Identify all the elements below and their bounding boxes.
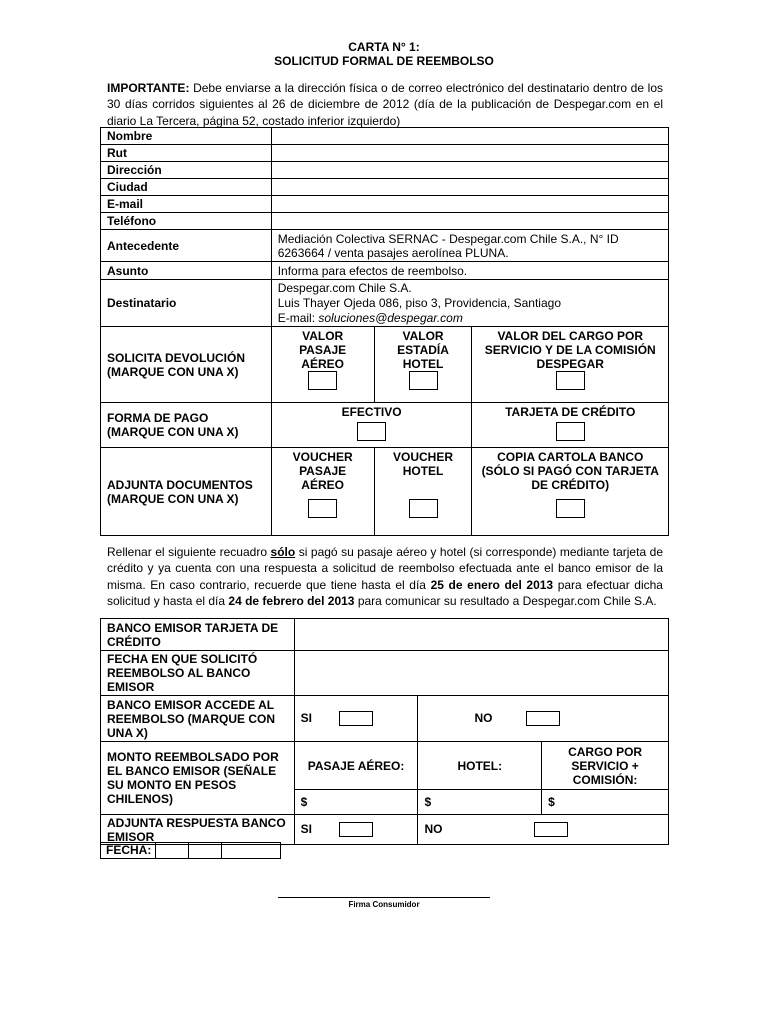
- asunto-label: Asunto: [101, 262, 272, 280]
- banco-emisor-label: BANCO EMISOR TARJETA DE CRÉDITO: [101, 619, 295, 651]
- dest-address: Luis Thayer Ojeda 086, piso 3, Providencia, Santiago: [277, 295, 561, 310]
- instr-deadline-1: 25 de enero del 2013: [430, 577, 554, 592]
- nombre-field[interactable]: [271, 128, 668, 145]
- monto-hotel-field[interactable]: $: [418, 790, 542, 815]
- email-label: E-mail: [101, 196, 272, 213]
- respuesta-no-checkbox[interactable]: [534, 822, 568, 837]
- antecedente-value: Mediación Colectiva SERNAC - Despegar.com Chile S.A., N° ID 6263664 / venta pasajes aerolínea PLUNA.: [271, 230, 668, 262]
- monto-col-pasaje: PASAJE AÉREO:: [294, 742, 418, 790]
- fecha-day-field[interactable]: [155, 843, 188, 858]
- respuesta-si-cell: [294, 815, 418, 845]
- dest-company: Despegar.com Chile S.A.: [277, 280, 412, 295]
- dev-opt2-label: VALOR ESTADÍA HOTEL: [397, 329, 449, 371]
- dev-cargo-checkbox[interactable]: [556, 371, 585, 390]
- monto-label: MONTO REEMBOLSADO POR EL BANCO EMISOR (SEÑALE SU MONTO EN PESOS CHILENOS): [101, 742, 295, 815]
- telefono-label: Teléfono: [101, 213, 272, 230]
- fecha-solicitud-field[interactable]: [294, 651, 668, 696]
- accede-no-label: NO: [474, 710, 493, 725]
- pago-tarjeta-checkbox[interactable]: [556, 422, 585, 441]
- letter-number: CARTA N° 1:: [348, 40, 420, 54]
- ciudad-field[interactable]: [271, 179, 668, 196]
- monto-cargo-field[interactable]: $: [542, 790, 669, 815]
- devolucion-label: SOLICITA DEVOLUCIÓN (MARQUE CON UNA X): [101, 327, 272, 403]
- fecha-solicitud-label: FECHA EN QUE SOLICITÓ REEMBOLSO AL BANCO EMISOR: [101, 651, 295, 696]
- docs-opt2-label: VOUCHER HOTEL: [393, 450, 454, 478]
- fecha-row: [100, 842, 281, 859]
- docs-opt1-label: VOUCHER PASAJE AÉREO: [292, 450, 353, 492]
- asunto-value: Informa para efectos de reembolso.: [271, 262, 668, 280]
- direccion-label: Dirección: [101, 162, 272, 179]
- docs-voucher-pasaje-checkbox[interactable]: [308, 499, 337, 518]
- instr-part2: si pagó su pasaje aéreo y hotel (si corresponde) mediante tarjeta de crédito y ya cuenta con una respuesta a solicitud de reembolso efectuada ante el banco emisor de la misma. En caso contrario, recuerde que tiene hasta el día: [107, 545, 663, 592]
- row-respuesta: [101, 815, 669, 845]
- pago-opt1-label: EFECTIVO: [341, 405, 402, 419]
- docs-option-voucher-hotel: [374, 448, 472, 536]
- docs-option-voucher-pasaje: [271, 448, 374, 536]
- signature-line[interactable]: [278, 897, 490, 898]
- monto-col-hotel: HOTEL:: [418, 742, 542, 790]
- important-lead: IMPORTANTE:: [107, 81, 190, 95]
- accede-si-label: SI: [300, 710, 312, 725]
- telefono-field[interactable]: [271, 213, 668, 230]
- dev-option-cargo: [472, 327, 669, 403]
- ciudad-label: Ciudad: [101, 179, 272, 196]
- monto-col-cargo: CARGO POR SERVICIO + COMISIÓN:: [542, 742, 669, 790]
- rut-field[interactable]: [271, 145, 668, 162]
- docs-label: ADJUNTA DOCUMENTOS (MARQUE CON UNA X): [101, 448, 272, 536]
- dest-email-label: E-mail:: [277, 310, 319, 325]
- row-antecedente: [101, 230, 669, 262]
- dest-email: soluciones@despegar.com: [318, 310, 463, 325]
- antecedente-label: Antecedente: [101, 230, 272, 262]
- row-nombre: [101, 128, 669, 145]
- monto-pasaje-field[interactable]: $: [294, 790, 418, 815]
- row-telefono: [101, 213, 669, 230]
- row-rut: [101, 145, 669, 162]
- instr-part3: para efectuar dicha solicitud y hasta el día: [107, 577, 663, 609]
- respuesta-si-label: SI: [300, 821, 312, 836]
- accede-label: BANCO EMISOR ACCEDE AL REEMBOLSO (MARQUE CON UNA X): [101, 696, 295, 742]
- nombre-label: Nombre: [101, 128, 272, 145]
- email-field[interactable]: [271, 196, 668, 213]
- docs-option-cartola: [472, 448, 669, 536]
- respuesta-si-checkbox[interactable]: [339, 822, 373, 837]
- row-asunto: [101, 262, 669, 280]
- row-accede: [101, 696, 669, 742]
- bank-instructions: [107, 544, 663, 610]
- row-direccion: [101, 162, 669, 179]
- instr-part1: Rellenar el siguiente recuadro: [107, 545, 271, 559]
- docs-cartola-checkbox[interactable]: [556, 499, 585, 518]
- docs-opt3-label: COPIA CARTOLA BANCO (SÓLO SI PAGÓ CON TARJETA DE CRÉDITO): [481, 450, 659, 492]
- accede-si-checkbox[interactable]: [339, 711, 373, 726]
- dev-hotel-checkbox[interactable]: [409, 371, 438, 390]
- row-destinatario: [101, 280, 669, 327]
- rut-label: Rut: [101, 145, 272, 162]
- pago-option-efectivo: [271, 403, 472, 448]
- instr-emphasis: sólo: [270, 545, 296, 559]
- instr-deadline-2: 24 de febrero del 2013: [228, 594, 355, 609]
- bank-refund-table: [100, 618, 669, 845]
- row-forma-pago: [101, 403, 669, 448]
- dev-opt3-label: VALOR DEL CARGO POR SERVICIO Y DE LA COMISIÓN DESPEGAR: [484, 329, 656, 371]
- important-notice: [107, 80, 663, 129]
- fecha-year-field[interactable]: [221, 843, 280, 858]
- docs-voucher-hotel-checkbox[interactable]: [409, 499, 438, 518]
- important-text: Debe enviarse a la dirección física o de correo electrónico del destinatario dentro de los 30 días corridos siguientes al 26 de diciembre de 2012 (día de la publicación de Despegar.com en el diario La Tercera, página 52, costado inferior izquierdo): [107, 81, 663, 128]
- row-documentos: [101, 448, 669, 536]
- pago-option-tarjeta: [472, 403, 669, 448]
- fecha-month-field[interactable]: [188, 843, 221, 858]
- dev-option-hotel: [374, 327, 472, 403]
- row-fecha-solicitud: [101, 651, 669, 696]
- row-banco-emisor: [101, 619, 669, 651]
- consumer-form-table: [100, 127, 669, 536]
- row-email: [101, 196, 669, 213]
- destinatario-label: Destinatario: [101, 280, 272, 327]
- pago-label: FORMA DE PAGO (MARQUE CON UNA X): [101, 403, 272, 448]
- instr-part4: para comunicar su resultado a Despegar.com Chile S.A.: [354, 594, 657, 609]
- banco-emisor-field[interactable]: [294, 619, 668, 651]
- accede-no-cell: [418, 696, 669, 742]
- destinatario-value: [271, 280, 668, 327]
- row-devolucion: [101, 327, 669, 403]
- letter-title: SOLICITUD FORMAL DE REEMBOLSO: [274, 54, 494, 68]
- dev-pasaje-checkbox[interactable]: [308, 371, 337, 390]
- dev-option-pasaje: [271, 327, 374, 403]
- accede-si-cell: [294, 696, 418, 742]
- respuesta-no-label: NO: [424, 821, 443, 836]
- pago-opt2-label: TARJETA DE CRÉDITO: [505, 405, 636, 419]
- direccion-field[interactable]: [271, 162, 668, 179]
- pago-efectivo-checkbox[interactable]: [357, 422, 386, 441]
- row-ciudad: [101, 179, 669, 196]
- accede-no-checkbox[interactable]: [526, 711, 560, 726]
- dev-opt1-label: VALOR PASAJE AÉREO: [299, 329, 347, 371]
- signature-label: Firma Consumidor: [348, 900, 420, 909]
- respuesta-label: ADJUNTA RESPUESTA BANCO EMISOR: [101, 815, 295, 845]
- respuesta-no-cell: [418, 815, 669, 845]
- row-monto-headers: [101, 742, 669, 790]
- fecha-label: FECHA:: [106, 843, 152, 857]
- dest-email-line: [278, 311, 662, 326]
